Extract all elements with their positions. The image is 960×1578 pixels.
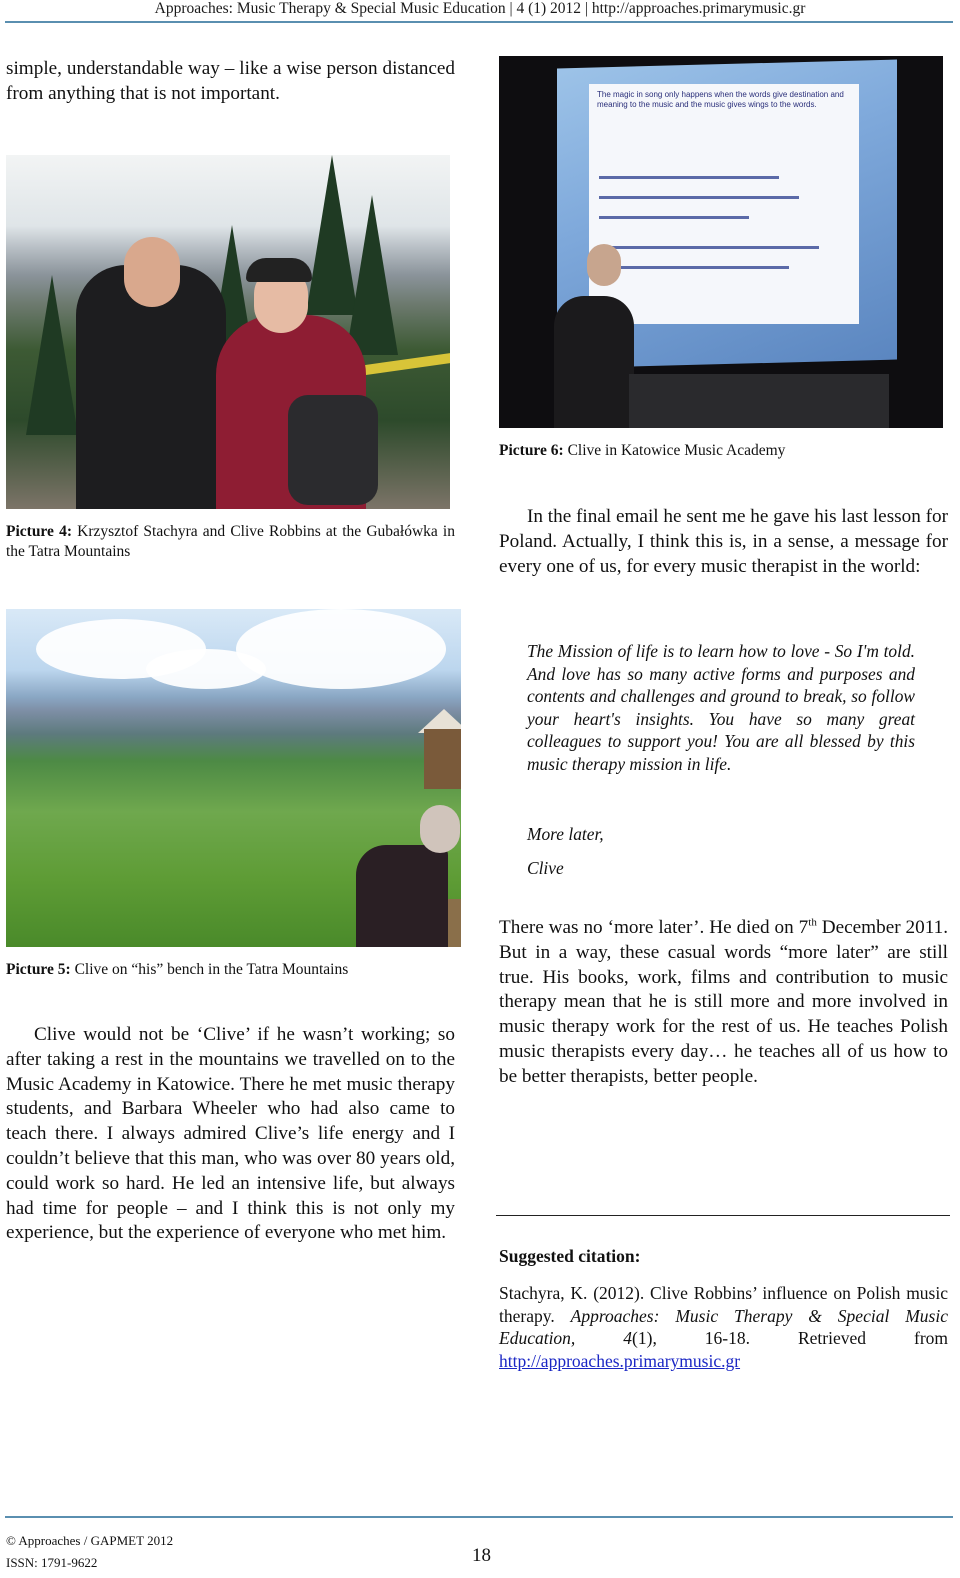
tree-shape — [26, 275, 78, 435]
flat-cap — [246, 258, 312, 282]
running-head-text: Approaches: Music Therapy & Special Music Education | 4 (1) 2012 | http://approaches.primarymusic.gr — [154, 0, 806, 17]
person-left-head — [124, 237, 180, 307]
folded-coat — [288, 395, 378, 505]
picture-6-text: Clive in Katowice Music Academy — [563, 442, 786, 459]
body-paragraph-right-2 — [499, 916, 948, 1090]
presenter-head — [587, 244, 621, 286]
page-number: 18 — [472, 1545, 491, 1566]
citation-link[interactable]: http://approaches.primarymusic.gr — [499, 1350, 741, 1371]
picture-5-text: Clive on “his” bench in the Tatra Mountains — [70, 961, 349, 978]
cloud-shape — [236, 609, 446, 689]
slide-content — [589, 84, 859, 324]
citation-author-title: Stachyra, K. (2012). Clive Robbins’ influence on Polish music therapy. — [499, 1283, 948, 1326]
slide-line — [599, 266, 789, 269]
issn-text: ISSN: 1791-9622 — [6, 1555, 98, 1570]
picture-4-label: Picture 4: — [6, 523, 72, 540]
ordinal-suffix: th — [808, 916, 817, 929]
picture-5-caption — [6, 960, 455, 980]
body-paragraph-right-1: In the final email he sent me he gave his last lesson for Poland. Actually, I think this is, in a sense, a message for every one of us, for every music therapist in the world: — [499, 506, 948, 577]
citation-pages: (1), 16-18. Retrieved from — [632, 1328, 949, 1349]
picture-4-caption — [6, 522, 455, 562]
intro-text: simple, understandable way – like a wise person distanced from anything that is not important. — [6, 58, 455, 104]
slide-line — [599, 196, 799, 199]
picture-6-caption — [499, 441, 948, 461]
slide-line — [599, 216, 749, 219]
slide-line — [599, 246, 819, 249]
citation-divider — [496, 1215, 950, 1216]
lectern — [629, 374, 889, 428]
picture-5-photo — [6, 609, 461, 947]
presenter — [554, 296, 634, 428]
tree-shape — [346, 195, 398, 355]
email-quote: The Mission of life is to learn how to love - So I'm told. And love has so many active forms and purposes and contents and challenges and ground to break, so follow your heart's insights. You have so many great colleagues to support you! You are all blessed by this music therapy mission in life. — [527, 641, 915, 774]
picture-4-photo — [6, 155, 450, 509]
citation-text — [499, 1282, 948, 1372]
footer-divider — [5, 1516, 953, 1518]
citation-heading: Suggested citation: — [499, 1246, 641, 1266]
citation-journal: Approaches: Music Therapy & Special Music Education, 4 — [499, 1305, 948, 1349]
paragraph-2-rest: December 2011. But in a way, these casual words “more later” are still true. His books, work, films and contribution to music therapy mean that he is still more and more involved in music therapy work for the rest of us. He teaches Polish music therapists every day… he teaches all of us how to be better therapists, better people. — [499, 917, 948, 1087]
picture-4-text: Krzysztof Stachyra and Clive Robbins at the Gubałówka in the Tatra Mountains — [6, 523, 455, 560]
picture-5-label: Picture 5: — [6, 961, 71, 978]
picture-6-photo — [499, 56, 943, 428]
cloud-shape — [146, 649, 266, 689]
quote-signature: Clive — [527, 858, 564, 878]
slide-text: The magic in song only happens when the words give destination and meaning to the music and the music gives wings to the words. — [597, 90, 844, 109]
copyright-text: © Approaches / GAPMET 2012 — [6, 1533, 174, 1548]
footer-info — [6, 1530, 173, 1574]
seated-person-head — [420, 805, 460, 853]
house — [424, 729, 461, 789]
body-paragraph-left: Clive would not be ‘Clive’ if he wasn’t working; so after taking a rest in the mountains we travelled on to the Music Academy in Katowice. There he met music therapy students, and Barbara Wheeler who had also came to teach there. I always admired Clive’s life energy and I couldn’t believe that this man, who was over 80 years old, could work so hard. He led an intensive life, but always had time for people – and I think this is not only my experience, but the experience of everyone who met him. — [6, 1024, 455, 1244]
picture-6-label: Picture 6: — [499, 442, 564, 459]
header-divider — [5, 21, 953, 23]
seated-person — [356, 845, 448, 947]
paragraph-2-start: There was no ‘more later’. He died on 7 — [499, 917, 809, 938]
slide-line — [599, 176, 779, 179]
quote-signoff: More later, — [527, 824, 604, 844]
